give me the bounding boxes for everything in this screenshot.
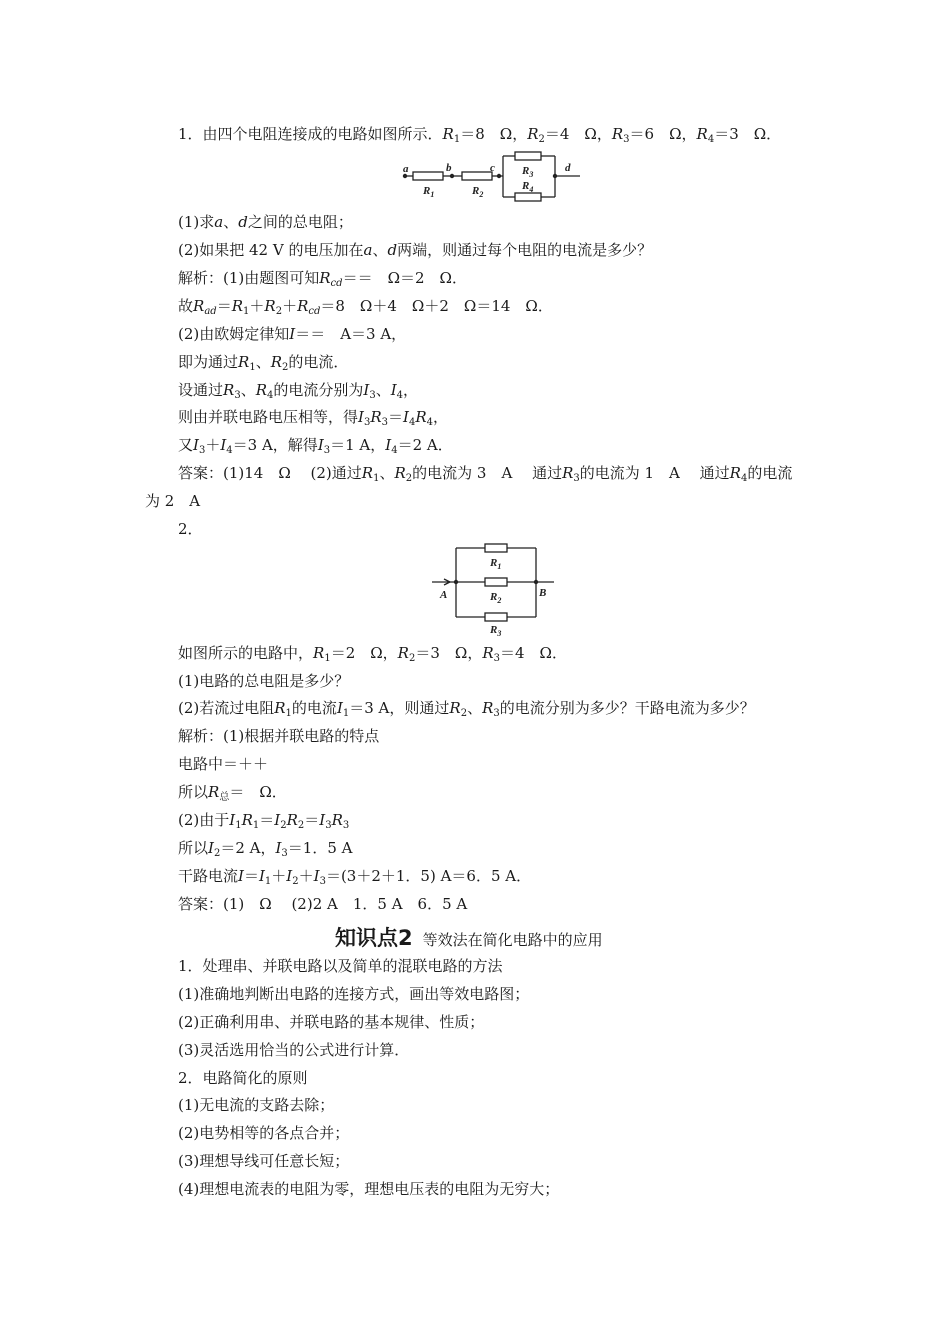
p2-solution-line-4: (2)由于$I_1R_1=I_2R_2=I_3R_3$ [178, 811, 350, 831]
p2-intro: 如图所示的电路中，$R_1=2$ Ω，$R_2=3$ Ω，$R_3=4$ Ω． [178, 644, 567, 664]
p2-solution-line-6: 干路电流$I=I_1+I_2+I_3=(3+2+1$．5) A＝6．5 A． [178, 867, 532, 887]
k2-line-5: 2．电路简化的原则 [178, 1069, 308, 1087]
k2-line-8: (3)理想导线可任意长短； [178, 1152, 350, 1170]
label-r4: $R_4$ [522, 180, 534, 194]
p2-number: 2． [178, 520, 203, 538]
p1-answer-line-2: 为 2 A [145, 492, 201, 510]
k2-line-3: (2)正确利用串、并联电路的基本规律、性质； [178, 1013, 485, 1031]
node-label-b: b [446, 162, 452, 174]
label-r2: $R_2$ [472, 185, 484, 199]
k2-line-2: (1)准确地判断出电路的连接方式，画出等效电路图； [178, 985, 530, 1003]
p1-solution-line-5: 设通过$R_3$、$R_4$的电流分别为$I_3$、$I_4$， [178, 381, 419, 401]
p1-solution-line-2: 故$R_{ad}=R_1+R_2+R_{cd}=8$ Ω＋4 Ω＋2 Ω＝14 Ω． [178, 297, 553, 317]
k2-line-7: (2)电势相等的各点合并； [178, 1124, 350, 1142]
p2-solution-line-1: 解析：(1)根据并联电路的特点 [178, 727, 380, 745]
node-label-B: B [539, 587, 547, 599]
p2-answer: 答案：(1) Ω (2)2 A 1．5 A 6．5 A [178, 895, 468, 913]
p1-intro: 1．由四个电阻连接成的电路如图所示．$R_1=8$ Ω，$R_2=4$ Ω，$R_3=6$ Ω，$R_4=3$ Ω． [178, 125, 782, 145]
p1-solution-line-1: 解析：(1)由题图可知$R_{cd}==$ Ω＝2 Ω． [178, 269, 467, 289]
circuit-diagram-1 [395, 150, 585, 206]
p1-solution-line-3: (2)由欧姆定律知I＝＝ A＝3 A， [178, 325, 407, 343]
p2-question-1: (1)电路的总电阻是多少？ [178, 672, 350, 690]
node-label-d: d [565, 162, 571, 174]
p2-solution-line-5: 所以$I_2=2$ A，$I_3=1$．5 A [178, 839, 353, 859]
p2-solution-line-3: 所以$R_总=$ Ω． [178, 783, 287, 803]
node-label-c: c [490, 162, 495, 174]
label-r1: $R_1$ [490, 557, 502, 571]
p1-question-1: (1)求a、d之间的总电阻； [178, 213, 353, 231]
node-label-a: a [403, 163, 409, 175]
circuit-diagram-2 [430, 540, 560, 638]
p1-solution-line-6: 则由并联电路电压相等，得$I_3R_3=I_4R_4$， [178, 408, 449, 428]
label-r3: $R_3$ [490, 624, 502, 638]
p1-solution-line-7: 又$I_3+I_4=3$ A，解得$I_3=1$ A，$I_4=2$ A． [178, 436, 453, 456]
label-r3: $R_3$ [522, 165, 534, 179]
p1-question-2: (2)如果把 42 V 的电压加在a、d两端，则通过每个电阻的电流是多少？ [178, 241, 653, 259]
p1-solution-line-4: 即为通过$R_1$、$R_2$的电流． [178, 353, 349, 373]
section-heading-subtitle: 等效法在简化电路中的应用 [422, 931, 603, 949]
p2-solution-line-2: 电路中＝＋＋ [178, 755, 269, 773]
k2-line-6: (1)无电流的支路去除； [178, 1096, 335, 1114]
k2-line-1: 1．处理串、并联电路以及简单的混联电路的方法 [178, 957, 503, 975]
label-r1: $R_1$ [423, 185, 435, 199]
node-label-A: A [440, 589, 448, 601]
k2-line-4: (3)灵活选用恰当的公式进行计算． [178, 1041, 410, 1059]
p2-question-2: (2)若流过电阻$R_1$的电流$I_1=3$ A，则通过$R_2$、$R_3$的电流分别为多少？干路电流为多少？ [178, 699, 755, 719]
section-heading-title: 知识点2 [335, 926, 413, 950]
label-r2: $R_2$ [490, 591, 502, 605]
k2-line-9: (4)理想电流表的电阻为零，理想电压表的电阻为无穷大； [178, 1180, 560, 1198]
section-heading [335, 922, 603, 952]
p1-answer-line-1: 答案：(1)14 Ω (2)通过$R_1$、$R_2$的电流为 3 A 通过$R_3$的电流为 1 A 通过$R_4$的电流 [178, 464, 793, 484]
